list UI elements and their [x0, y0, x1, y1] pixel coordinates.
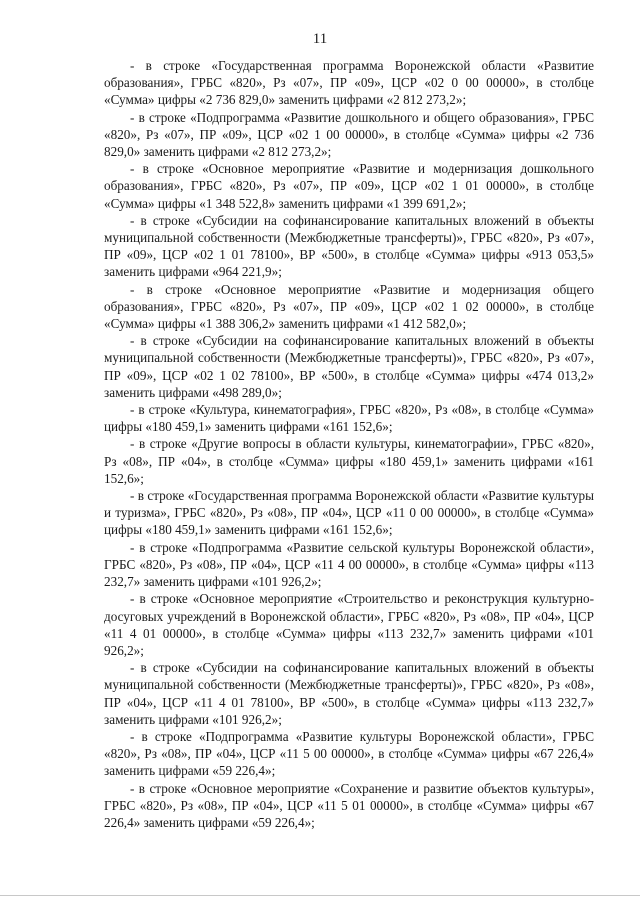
amendment-paragraph: - в строке «Субсидии на софинансирование капитальных вложений в объекты муниципальной собственности (Межбюджетные трансферты)», ГРБС «820», Рз «07», ПР «09», ЦСР «02 1 02 78100», ВР «500», в столбце «Сумма» цифры «474 013,2» заменить цифрами «498 289,0»; [104, 333, 594, 400]
amendment-paragraph: - в строке «Подпрограмма «Развитие дошкольного и общего образования», ГРБС «820», Рз «07», ПР «09», ЦСР «02 1 00 00000», в столбце «Сумма» цифры «2 736 829,0» заменить цифрами «2 812 273,2»; [104, 109, 594, 160]
amendment-paragraph: - в строке «Культура, кинематография», ГРБС «820», Рз «08», в столбце «Сумма» цифры «180 459,1» заменить цифрами «161 152,6»; [104, 402, 594, 435]
page-bottom-divider [0, 895, 640, 896]
amendment-paragraph: - в строке «Основное мероприятие «Сохранение и развитие объектов культуры», ГРБС «820», Рз «08», ПР «04», ЦСР «11 5 01 00000», в столбце «Сумма» цифры «67 226,4» заменить цифрами «59 226,4»; [104, 780, 594, 830]
amendment-paragraph: - в строке «Основное мероприятие «Развитие и модернизация общего образования», ГРБС «820», Рз «07», ПР «09», ЦСР «02 1 02 00000», в столбце «Сумма» цифры «1 388 306,2» заменить цифрами «1 412 582,0»; [104, 281, 594, 332]
amendment-paragraph: - в строке «Подпрограмма «Развитие культуры Воронежской области», ГРБС «820», Рз «08», ПР «04», ЦСР «11 5 00 00000», в столбце «Сумма» цифры «67 226,4» заменить цифрами «59 226,4»; [104, 728, 594, 779]
amendment-paragraph: - в строке «Субсидии на софинансирование капитальных вложений в объекты муниципальной собственности (Межбюджетные трансферты)», ГРБС «820», Рз «07», ПР «09», ЦСР «02 1 01 78100», ВР «500», в столбце «Сумма» цифры «913 053,5» заменить цифрами «964 221,9»; [104, 212, 594, 280]
amendment-paragraph: - в строке «Подпрограмма «Развитие сельской культуры Воронежской области», ГРБС «820», Рз «08», ПР «04», ЦСР «11 4 00 00000», в столбце «Сумма» цифры «113 232,7» заменить цифрами «101 926,2»; [104, 539, 594, 590]
page-number: 11 [312, 31, 328, 47]
document-body [104, 57, 594, 831]
amendment-paragraph: - в строке «Субсидии на софинансирование капитальных вложений в объекты муниципальной собственности (Межбюджетные трансферты)», ГРБС «820», Рз «08», ПР «04», ЦСР «11 4 01 78100», ВР «500», в столбце «Сумма» цифры «113 232,7» заменить цифрами «101 926,2»; [104, 660, 594, 727]
amendment-paragraph: - в строке «Государственная программа Воронежской области «Развитие культуры и туризма», ГРБС «820», Рз «08», ПР «04», ЦСР «11 0 00 00000», в столбце «Сумма» цифры «180 459,1» заменить цифрами «161 152,6»; [104, 488, 594, 538]
amendment-paragraph: - в строке «Основное мероприятие «Развитие и модернизация дошкольного образования», ГРБС «820», Рз «07», ПР «09», ЦСР «02 1 01 00000», в столбце «Сумма» цифры «1 348 522,8» заменить цифрами «1 399 691,2»; [104, 161, 594, 211]
amendment-paragraph: - в строке «Основное мероприятие «Строительство и реконструкция культурно-досуговых учреждений в Воронежской области», ГРБС «820», Рз «08», ПР «04», ЦСР «11 4 01 00000», в столбце «Сумма» цифры «113 232,7» заменить цифрами «101 926,2»; [104, 591, 594, 658]
amendment-paragraph: - в строке «Государственная программа Воронежской области «Развитие образования», ГРБС «820», Рз «07», ПР «09», ЦСР «02 0 00 00000», в столбце «Сумма» цифры «2 736 829,0» заменить цифрами «2 812 273,2»; [104, 58, 594, 108]
amendment-paragraph: - в строке «Другие вопросы в области культуры, кинематографии», ГРБС «820», Рз «08», ПР «04», в столбце «Сумма» цифры «180 459,1» заменить цифрами «161 152,6»; [104, 436, 594, 486]
